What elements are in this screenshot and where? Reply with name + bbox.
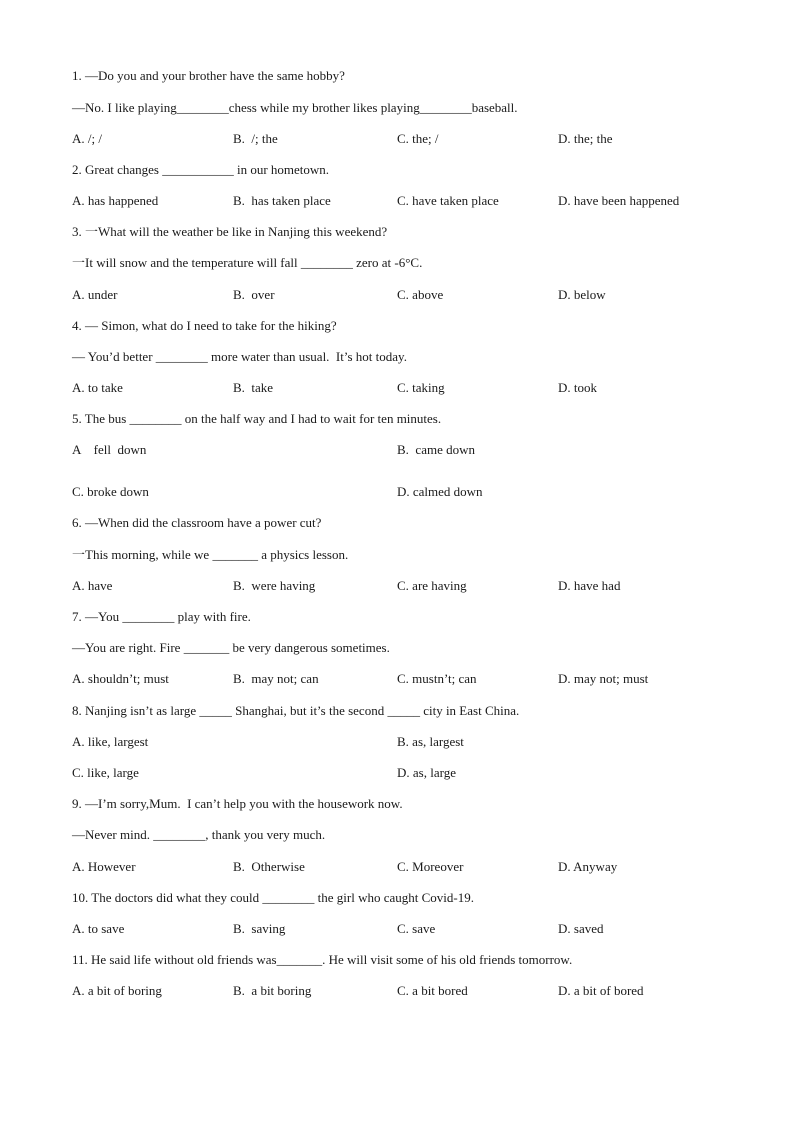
question-2-option-b: B. has taken place — [233, 193, 331, 208]
question-9-option-c: C. Moreover — [397, 859, 464, 874]
question-10-option-a: A. to save — [72, 921, 125, 936]
question-3-option-c: C. above — [397, 287, 444, 302]
question-10-option-b: B. saving — [233, 921, 286, 936]
question-3-stem: 3. 一What will the weather be like in Nanjing this weekend? — [72, 224, 388, 239]
question-4-reply: — You’d better ________ more water than usual. It’s hot today. — [72, 349, 407, 364]
question-1-option-d: D. the; the — [558, 131, 613, 146]
question-3-option-b: B. over — [233, 287, 275, 302]
question-7-option-b: B. may not; can — [233, 671, 319, 686]
question-1-option-b: B. /; the — [233, 131, 278, 146]
question-1-option-c: C. the; / — [397, 131, 439, 146]
question-8-option-b: B. as, largest — [397, 734, 464, 749]
question-5-option-a: A fell down — [72, 442, 147, 457]
question-6-option-d: D. have had — [558, 578, 621, 593]
question-8-option-d: D. as, large — [397, 765, 456, 780]
question-2-option-a: A. has happened — [72, 193, 159, 208]
question-10-option-d: D. saved — [558, 921, 604, 936]
question-5-option-d: D. calmed down — [397, 484, 483, 499]
question-9-option-a: A. However — [72, 859, 136, 874]
question-9-reply: —Never mind. ________, thank you very much. — [72, 827, 326, 842]
question-9-option-b: B. Otherwise — [233, 859, 305, 874]
question-10-stem: 10. The doctors did what they could ________ the girl who caught Covid-19. — [72, 890, 474, 905]
question-7-reply: —You are right. Fire _______ be very dangerous sometimes. — [72, 640, 390, 655]
question-4-option-d: D. took — [558, 380, 597, 395]
question-5-option-c: C. broke down — [72, 484, 149, 499]
question-7-option-a: A. shouldn’t; must — [72, 671, 169, 686]
question-5-stem: 5. The bus ________ on the half way and I had to wait for ten minutes. — [72, 411, 442, 426]
question-6-stem: 6. —When did the classroom have a power cut? — [72, 515, 322, 530]
question-2-option-c: C. have taken place — [397, 193, 499, 208]
question-9-stem: 9. —I’m sorry,Mum. I can’t help you with the housework now. — [72, 796, 403, 811]
question-10-option-c: C. save — [397, 921, 436, 936]
question-11-option-d: D. a bit of bored — [558, 983, 644, 998]
question-8-option-a: A. like, largest — [72, 734, 149, 749]
question-3-reply: 一It will snow and the temperature will fall ________ zero at -6°C. — [72, 255, 423, 270]
question-2-stem: 2. Great changes ___________ in our hometown. — [72, 162, 330, 177]
question-6-option-a: A. have — [72, 578, 113, 593]
question-11-option-a: A. a bit of boring — [72, 983, 162, 998]
question-6-option-c: C. are having — [397, 578, 467, 593]
question-8-stem: 8. Nanjing isn’t as large _____ Shanghai, but it’s the second _____ city in East China. — [72, 703, 520, 718]
question-8-option-c: C. like, large — [72, 765, 139, 780]
question-1-option-a: A. /; / — [72, 131, 102, 146]
question-3-option-d: D. below — [558, 287, 606, 302]
question-11-stem: 11. He said life without old friends was_______. He will visit some of his old friends tomorrow. — [72, 952, 573, 967]
question-4-option-a: A. to take — [72, 380, 123, 395]
question-7-stem: 7. —You ________ play with fire. — [72, 609, 251, 624]
question-6-option-b: B. were having — [233, 578, 316, 593]
question-11-option-b: B. a bit boring — [233, 983, 312, 998]
question-3-option-a: A. under — [72, 287, 118, 302]
question-6-reply: 一This morning, while we _______ a physics lesson. — [72, 547, 349, 562]
question-2-option-d: D. have been happened — [558, 193, 680, 208]
question-11-option-c: C. a bit bored — [397, 983, 468, 998]
question-7-option-d: D. may not; must — [558, 671, 649, 686]
question-9-option-d: D. Anyway — [558, 859, 618, 874]
question-4-option-c: C. taking — [397, 380, 445, 395]
question-1-stem: 1. —Do you and your brother have the same hobby? — [72, 68, 345, 83]
question-5-option-b: B. came down — [397, 442, 475, 457]
question-7-option-c: C. mustn’t; can — [397, 671, 477, 686]
question-4-stem: 4. — Simon, what do I need to take for the hiking? — [72, 318, 337, 333]
question-4-option-b: B. take — [233, 380, 274, 395]
question-1-reply: —No. I like playing________chess while my brother likes playing________baseball. — [72, 100, 518, 115]
